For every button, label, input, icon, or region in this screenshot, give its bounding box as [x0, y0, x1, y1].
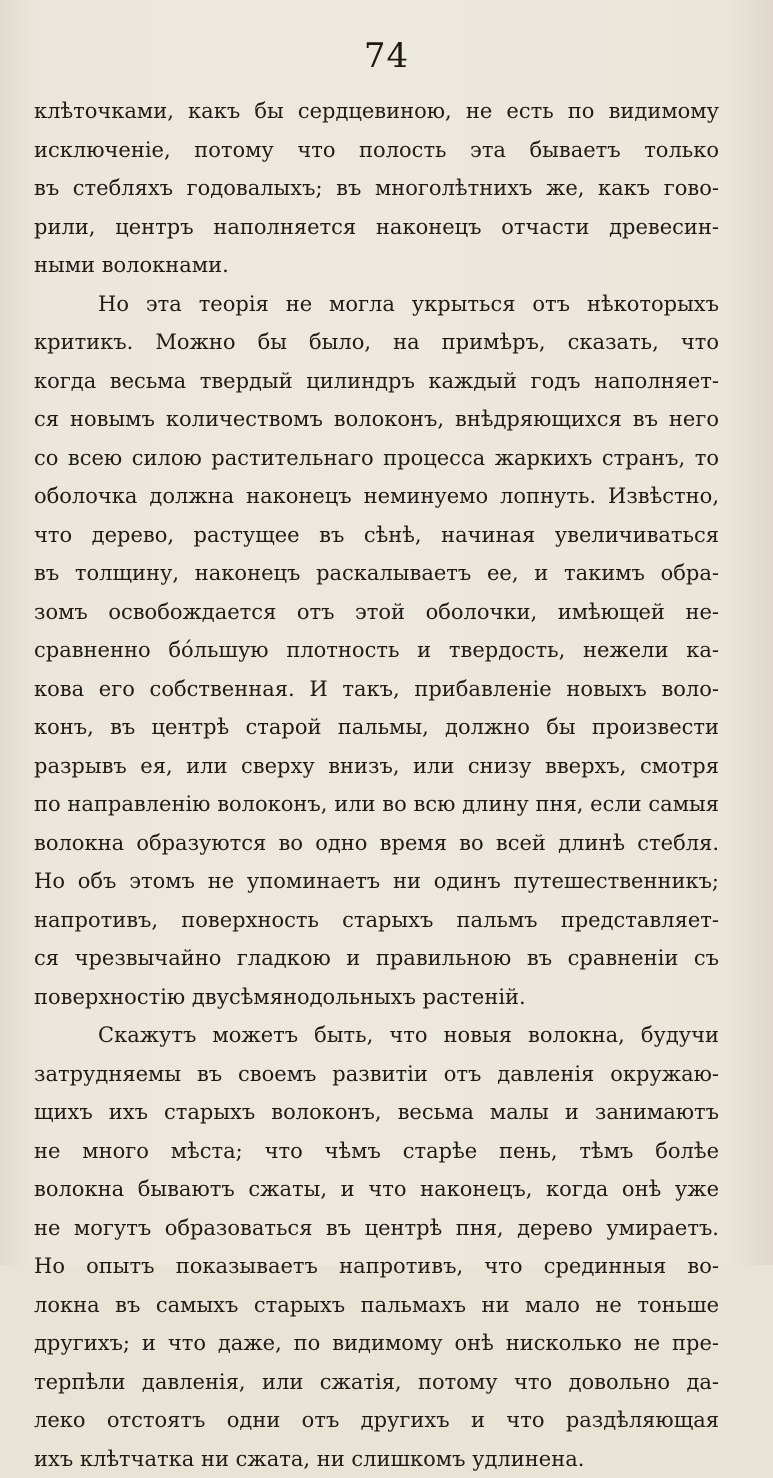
text-line: сравненно бо́льшую плотность и твердость, нежели ка-: [34, 631, 719, 670]
text-line: конъ, въ центрѣ старой пальмы, должно бы произвести: [34, 708, 719, 747]
text-line: ся новымъ количествомъ волоконъ, внѣдряющихся въ него: [34, 400, 719, 439]
text-line: Скажутъ можетъ быть, что новыя волокна, будучи: [34, 1016, 719, 1055]
text-line: Но опытъ показываетъ напротивъ, что срединныя во-: [34, 1247, 719, 1286]
paragraph-2: [34, 285, 719, 1017]
text-line: Но эта теорiя не могла укрыться отъ нѣкоторыхъ: [34, 285, 719, 324]
text-line: ся чрезвычайно гладкою и правильною въ сравненiи съ: [34, 939, 719, 978]
text-line: исключенiе, потому что полость эта бываетъ только: [34, 131, 719, 170]
text-line: критикъ. Можно бы было, на примѣръ, сказать, что: [34, 323, 719, 362]
text-line: со всею силою растительнаго процесса жаркихъ странъ, то: [34, 439, 719, 478]
text-line: щихъ ихъ старыхъ волоконъ, весьма малы и занимаютъ: [34, 1093, 719, 1132]
text-line: другихъ; и что даже, по видимому онѣ нисколько не пре-: [34, 1324, 719, 1363]
page-number: 74: [0, 36, 773, 76]
text-line: кова его собственная. И такъ, прибавленiе новыхъ воло-: [34, 670, 719, 709]
text-line: волокна образуются во одно время во всей длинѣ стебля.: [34, 824, 719, 863]
paragraph-3: [34, 1016, 719, 1478]
text-line: волокна бываютъ сжаты, и что наконецъ, когда онѣ уже: [34, 1170, 719, 1209]
text-line: клѣточками, какъ бы сердцевиною, не есть по видимому: [34, 92, 719, 131]
text-line: разрывъ ея, или сверху внизъ, или снизу вверхъ, смотря: [34, 747, 719, 786]
text-line: по направленiю волоконъ, или во всю длину пня, если самыя: [34, 785, 719, 824]
text-line: терпѣли давленiя, или сжатiя, потому что довольно да-: [34, 1363, 719, 1402]
text-line: когда весьма твердый цилиндръ каждый годъ наполняет-: [34, 362, 719, 401]
text-line: локна въ самыхъ старыхъ пальмахъ ни мало не тоньше: [34, 1286, 719, 1325]
text-line: рили, центръ наполняется наконецъ отчасти древесин-: [34, 208, 719, 247]
text-line: не много мѣста; что чѣмъ старѣе пень, тѣмъ болѣе: [34, 1132, 719, 1171]
text-line: ихъ клѣтчатка ни сжата, ни слишкомъ удлинена.: [34, 1440, 719, 1478]
text-line: Но объ этомъ не упоминаетъ ни одинъ путешественникъ;: [34, 862, 719, 901]
text-line: ными волокнами.: [34, 246, 719, 285]
text-line: не могутъ образоваться въ центрѣ пня, дерево умираетъ.: [34, 1209, 719, 1248]
text-line: поверхностiю двусѣмянодольныхъ растенiй.: [34, 978, 719, 1017]
text-line: что дерево, растущее въ сѣнѣ, начиная увеличиваться: [34, 516, 719, 555]
text-line: затрудняемы въ своемъ развитiи отъ давленiя окружаю-: [34, 1055, 719, 1094]
text-line: оболочка должна наконецъ неминуемо лопнуть. Извѣстно,: [34, 477, 719, 516]
text-line: въ стебляхъ годовалыхъ; въ многолѣтнихъ же, какъ гово-: [34, 169, 719, 208]
text-line: напротивъ, поверхность старыхъ пальмъ представляет-: [34, 901, 719, 940]
text-line: зомъ освобождается отъ этой оболочки, имѣющей не-: [34, 593, 719, 632]
body-text: [34, 92, 719, 1478]
text-line: въ толщину, наконецъ раскалываетъ ее, и такимъ обра-: [34, 554, 719, 593]
paragraph-1: [34, 92, 719, 285]
text-line: леко отстоятъ одни отъ другихъ и что раздѣляющая: [34, 1401, 719, 1440]
